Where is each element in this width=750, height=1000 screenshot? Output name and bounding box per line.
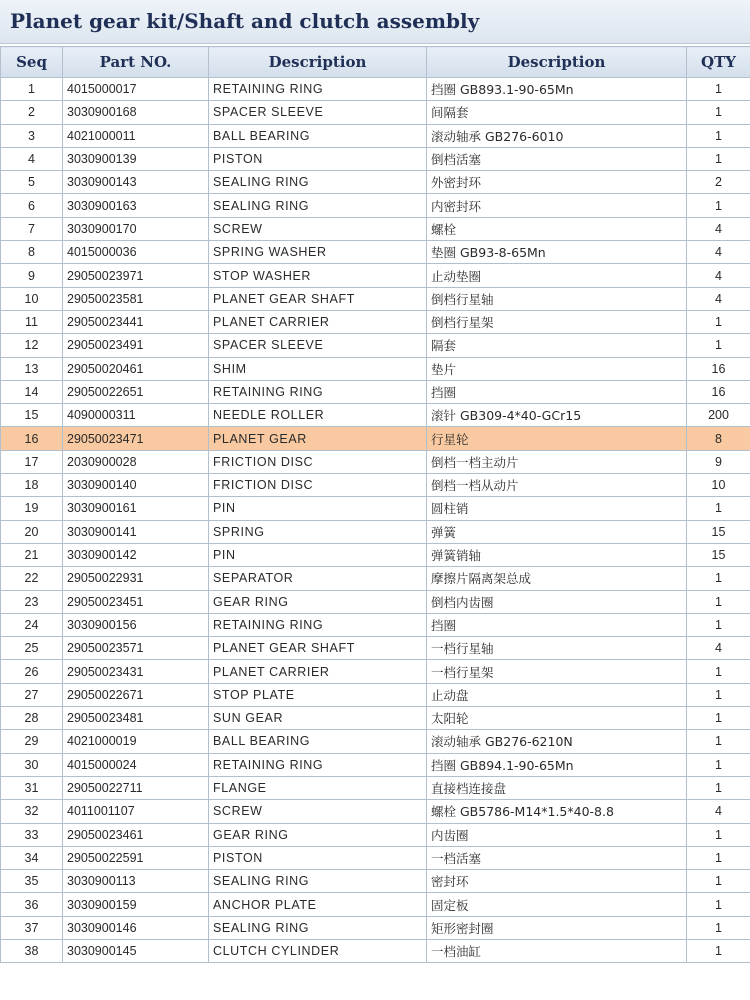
cell-description-cn: 直接档连接盘 bbox=[427, 776, 687, 799]
cell-description-en: CLUTCH CYLINDER bbox=[209, 939, 427, 962]
cell-description-cn: 垫片 bbox=[427, 357, 687, 380]
table-row bbox=[1, 147, 750, 170]
cell-description-en: BALL BEARING bbox=[209, 730, 427, 753]
cell-description-en: RETAINING RING bbox=[209, 380, 427, 403]
cell-description-cn: 一档行星轴 bbox=[427, 637, 687, 660]
cell-part-no: 3030900141 bbox=[63, 520, 209, 543]
cell-part-no: 3030900145 bbox=[63, 939, 209, 962]
table-row bbox=[1, 380, 750, 403]
cell-seq: 4 bbox=[1, 147, 63, 170]
cell-seq: 26 bbox=[1, 660, 63, 683]
table-row bbox=[1, 287, 750, 310]
cell-description-cn: 倒档行星轴 bbox=[427, 287, 687, 310]
cell-part-no: 3030900146 bbox=[63, 916, 209, 939]
cell-description-en: PISTON bbox=[209, 147, 427, 170]
cell-part-no: 29050023481 bbox=[63, 707, 209, 730]
table-row bbox=[1, 171, 750, 194]
cell-description-cn: 倒档一档从动片 bbox=[427, 474, 687, 497]
table-row bbox=[1, 800, 750, 823]
cell-seq: 1 bbox=[1, 78, 63, 101]
cell-description-cn: 倒档活塞 bbox=[427, 147, 687, 170]
cell-qty: 1 bbox=[687, 730, 750, 753]
cell-part-no: 29050023451 bbox=[63, 590, 209, 613]
cell-qty: 15 bbox=[687, 543, 750, 566]
cell-part-no: 4015000036 bbox=[63, 241, 209, 264]
cell-description-en: FRICTION DISC bbox=[209, 474, 427, 497]
cell-description-en: PLANET GEAR SHAFT bbox=[209, 637, 427, 660]
cell-description-en: SCREW bbox=[209, 217, 427, 240]
cell-seq: 15 bbox=[1, 404, 63, 427]
cell-seq: 10 bbox=[1, 287, 63, 310]
cell-part-no: 3030900159 bbox=[63, 893, 209, 916]
table-row bbox=[1, 613, 750, 636]
cell-description-cn: 隔套 bbox=[427, 334, 687, 357]
table-row bbox=[1, 893, 750, 916]
cell-part-no: 3030900143 bbox=[63, 171, 209, 194]
cell-qty: 1 bbox=[687, 567, 750, 590]
table-row bbox=[1, 264, 750, 287]
cell-qty: 1 bbox=[687, 78, 750, 101]
cell-description-en: ANCHOR PLATE bbox=[209, 893, 427, 916]
cell-part-no: 3030900140 bbox=[63, 474, 209, 497]
cell-description-cn: 行星轮 bbox=[427, 427, 687, 450]
table-row bbox=[1, 939, 750, 962]
cell-description-en: SCREW bbox=[209, 800, 427, 823]
cell-qty: 1 bbox=[687, 776, 750, 799]
cell-description-en: PLANET CARRIER bbox=[209, 310, 427, 333]
cell-seq: 2 bbox=[1, 101, 63, 124]
cell-qty: 1 bbox=[687, 823, 750, 846]
cell-seq: 12 bbox=[1, 334, 63, 357]
cell-description-cn: 内密封环 bbox=[427, 194, 687, 217]
cell-description-cn: 挡圈 bbox=[427, 613, 687, 636]
table-row bbox=[1, 753, 750, 776]
header-qty: QTY bbox=[687, 47, 750, 78]
cell-qty: 1 bbox=[687, 660, 750, 683]
cell-description-cn: 间隔套 bbox=[427, 101, 687, 124]
cell-description-cn: 弹簧销轴 bbox=[427, 543, 687, 566]
cell-part-no: 29050022711 bbox=[63, 776, 209, 799]
cell-part-no: 29050023581 bbox=[63, 287, 209, 310]
cell-description-cn: 螺栓 GB5786-M14*1.5*40-8.8 bbox=[427, 800, 687, 823]
cell-description-en: SEALING RING bbox=[209, 171, 427, 194]
cell-seq: 21 bbox=[1, 543, 63, 566]
cell-seq: 25 bbox=[1, 637, 63, 660]
cell-seq: 5 bbox=[1, 171, 63, 194]
title-bar bbox=[0, 0, 750, 44]
header-description-en: Description bbox=[209, 47, 427, 78]
cell-part-no: 29050022671 bbox=[63, 683, 209, 706]
header-part-no: Part NO. bbox=[63, 47, 209, 78]
cell-description-cn: 外密封环 bbox=[427, 171, 687, 194]
cell-description-en: RETAINING RING bbox=[209, 753, 427, 776]
cell-description-cn: 滚动轴承 GB276-6010 bbox=[427, 124, 687, 147]
cell-description-en: SEALING RING bbox=[209, 870, 427, 893]
cell-part-no: 3030900139 bbox=[63, 147, 209, 170]
cell-seq: 32 bbox=[1, 800, 63, 823]
cell-qty: 4 bbox=[687, 241, 750, 264]
cell-description-cn: 垫圈 GB93-8-65Mn bbox=[427, 241, 687, 264]
cell-part-no: 3030900113 bbox=[63, 870, 209, 893]
cell-description-cn: 倒档一档主动片 bbox=[427, 450, 687, 473]
cell-part-no: 4011001107 bbox=[63, 800, 209, 823]
cell-qty: 1 bbox=[687, 707, 750, 730]
cell-seq: 36 bbox=[1, 893, 63, 916]
cell-qty: 1 bbox=[687, 846, 750, 869]
cell-seq: 31 bbox=[1, 776, 63, 799]
cell-part-no: 29050022591 bbox=[63, 846, 209, 869]
cell-part-no: 29050023461 bbox=[63, 823, 209, 846]
cell-part-no: 29050023971 bbox=[63, 264, 209, 287]
cell-part-no: 3030900156 bbox=[63, 613, 209, 636]
cell-part-no: 4090000311 bbox=[63, 404, 209, 427]
table-row bbox=[1, 450, 750, 473]
cell-qty: 4 bbox=[687, 637, 750, 660]
cell-seq: 16 bbox=[1, 427, 63, 450]
cell-description-cn: 挡圈 GB894.1-90-65Mn bbox=[427, 753, 687, 776]
table-row bbox=[1, 776, 750, 799]
table-row bbox=[1, 567, 750, 590]
cell-description-cn: 摩擦片隔离架总成 bbox=[427, 567, 687, 590]
cell-seq: 28 bbox=[1, 707, 63, 730]
table-row bbox=[1, 497, 750, 520]
cell-part-no: 3030900142 bbox=[63, 543, 209, 566]
table-row bbox=[1, 660, 750, 683]
table-row bbox=[1, 194, 750, 217]
cell-description-cn: 矩形密封圈 bbox=[427, 916, 687, 939]
cell-part-no: 29050023441 bbox=[63, 310, 209, 333]
cell-qty: 1 bbox=[687, 334, 750, 357]
cell-description-cn: 太阳轮 bbox=[427, 707, 687, 730]
cell-part-no: 3030900170 bbox=[63, 217, 209, 240]
table-header-row bbox=[1, 47, 750, 78]
cell-part-no: 4015000024 bbox=[63, 753, 209, 776]
cell-description-en: SHIM bbox=[209, 357, 427, 380]
cell-description-cn: 固定板 bbox=[427, 893, 687, 916]
cell-description-en: SPACER SLEEVE bbox=[209, 101, 427, 124]
cell-description-en: STOP WASHER bbox=[209, 264, 427, 287]
cell-seq: 8 bbox=[1, 241, 63, 264]
cell-qty: 1 bbox=[687, 497, 750, 520]
table-row bbox=[1, 217, 750, 240]
cell-seq: 38 bbox=[1, 939, 63, 962]
cell-description-en: PIN bbox=[209, 497, 427, 520]
cell-qty: 9 bbox=[687, 450, 750, 473]
cell-qty: 16 bbox=[687, 380, 750, 403]
cell-description-en: PLANET GEAR bbox=[209, 427, 427, 450]
page-title: Planet gear kit/Shaft and clutch assembly bbox=[10, 9, 480, 33]
cell-seq: 14 bbox=[1, 380, 63, 403]
cell-description-en: PIN bbox=[209, 543, 427, 566]
cell-part-no: 29050023431 bbox=[63, 660, 209, 683]
cell-description-en: BALL BEARING bbox=[209, 124, 427, 147]
table-row bbox=[1, 357, 750, 380]
cell-description-en: GEAR RING bbox=[209, 823, 427, 846]
table-row bbox=[1, 590, 750, 613]
parts-table-body bbox=[1, 78, 750, 963]
table-row bbox=[1, 334, 750, 357]
cell-qty: 2 bbox=[687, 171, 750, 194]
table-row bbox=[1, 520, 750, 543]
table-row bbox=[1, 78, 750, 101]
cell-qty: 1 bbox=[687, 194, 750, 217]
cell-qty: 1 bbox=[687, 683, 750, 706]
table-row bbox=[1, 124, 750, 147]
cell-qty: 4 bbox=[687, 287, 750, 310]
cell-qty: 4 bbox=[687, 217, 750, 240]
cell-description-cn: 一档油缸 bbox=[427, 939, 687, 962]
cell-seq: 23 bbox=[1, 590, 63, 613]
cell-description-cn: 止动盘 bbox=[427, 683, 687, 706]
header-seq: Seq bbox=[1, 47, 63, 78]
cell-qty: 1 bbox=[687, 916, 750, 939]
table-row bbox=[1, 310, 750, 333]
table-row bbox=[1, 823, 750, 846]
cell-seq: 3 bbox=[1, 124, 63, 147]
cell-description-cn: 挡圈 GB893.1-90-65Mn bbox=[427, 78, 687, 101]
cell-seq: 11 bbox=[1, 310, 63, 333]
cell-part-no: 3030900168 bbox=[63, 101, 209, 124]
cell-part-no: 4021000011 bbox=[63, 124, 209, 147]
cell-seq: 22 bbox=[1, 567, 63, 590]
cell-description-en: SEPARATOR bbox=[209, 567, 427, 590]
table-row bbox=[1, 101, 750, 124]
cell-qty: 1 bbox=[687, 870, 750, 893]
cell-qty: 1 bbox=[687, 753, 750, 776]
cell-part-no: 2030900028 bbox=[63, 450, 209, 473]
cell-part-no: 29050023571 bbox=[63, 637, 209, 660]
cell-description-cn: 挡圈 bbox=[427, 380, 687, 403]
cell-part-no: 29050023471 bbox=[63, 427, 209, 450]
cell-description-en: RETAINING RING bbox=[209, 78, 427, 101]
cell-description-en: NEEDLE ROLLER bbox=[209, 404, 427, 427]
cell-description-en: SPRING WASHER bbox=[209, 241, 427, 264]
cell-part-no: 29050022931 bbox=[63, 567, 209, 590]
cell-description-en: FLANGE bbox=[209, 776, 427, 799]
cell-seq: 27 bbox=[1, 683, 63, 706]
cell-description-en: PISTON bbox=[209, 846, 427, 869]
cell-seq: 20 bbox=[1, 520, 63, 543]
cell-seq: 34 bbox=[1, 846, 63, 869]
table-row bbox=[1, 683, 750, 706]
cell-qty: 1 bbox=[687, 101, 750, 124]
cell-qty: 1 bbox=[687, 310, 750, 333]
cell-part-no: 4021000019 bbox=[63, 730, 209, 753]
cell-qty: 1 bbox=[687, 147, 750, 170]
cell-description-en: PLANET CARRIER bbox=[209, 660, 427, 683]
cell-seq: 24 bbox=[1, 613, 63, 636]
cell-seq: 33 bbox=[1, 823, 63, 846]
cell-qty: 1 bbox=[687, 939, 750, 962]
cell-qty: 16 bbox=[687, 357, 750, 380]
cell-qty: 1 bbox=[687, 124, 750, 147]
cell-description-cn: 一档活塞 bbox=[427, 846, 687, 869]
cell-seq: 7 bbox=[1, 217, 63, 240]
cell-qty: 4 bbox=[687, 264, 750, 287]
cell-part-no: 29050023491 bbox=[63, 334, 209, 357]
cell-qty: 15 bbox=[687, 520, 750, 543]
table-row bbox=[1, 846, 750, 869]
parts-table bbox=[0, 46, 750, 963]
cell-description-en: FRICTION DISC bbox=[209, 450, 427, 473]
cell-seq: 37 bbox=[1, 916, 63, 939]
cell-description-cn: 一档行星架 bbox=[427, 660, 687, 683]
cell-description-cn: 密封环 bbox=[427, 870, 687, 893]
cell-description-en: SPRING bbox=[209, 520, 427, 543]
cell-seq: 29 bbox=[1, 730, 63, 753]
cell-description-cn: 倒档内齿圈 bbox=[427, 590, 687, 613]
cell-description-en: RETAINING RING bbox=[209, 613, 427, 636]
cell-part-no: 29050022651 bbox=[63, 380, 209, 403]
cell-qty: 200 bbox=[687, 404, 750, 427]
table-row bbox=[1, 707, 750, 730]
table-row bbox=[1, 730, 750, 753]
cell-description-en: SEALING RING bbox=[209, 916, 427, 939]
cell-description-cn: 圆柱销 bbox=[427, 497, 687, 520]
cell-seq: 35 bbox=[1, 870, 63, 893]
cell-part-no: 4015000017 bbox=[63, 78, 209, 101]
cell-description-en: SPACER SLEEVE bbox=[209, 334, 427, 357]
cell-description-cn: 倒档行星架 bbox=[427, 310, 687, 333]
table-row-highlighted bbox=[1, 427, 750, 450]
cell-seq: 18 bbox=[1, 474, 63, 497]
cell-description-en: PLANET GEAR SHAFT bbox=[209, 287, 427, 310]
cell-description-cn: 弹簧 bbox=[427, 520, 687, 543]
cell-seq: 17 bbox=[1, 450, 63, 473]
header-description-cn: Description bbox=[427, 47, 687, 78]
cell-description-cn: 内齿圈 bbox=[427, 823, 687, 846]
cell-description-en: STOP PLATE bbox=[209, 683, 427, 706]
cell-description-en: GEAR RING bbox=[209, 590, 427, 613]
table-row bbox=[1, 637, 750, 660]
cell-seq: 30 bbox=[1, 753, 63, 776]
cell-qty: 1 bbox=[687, 613, 750, 636]
table-row bbox=[1, 916, 750, 939]
table-row bbox=[1, 543, 750, 566]
cell-qty: 1 bbox=[687, 893, 750, 916]
cell-seq: 9 bbox=[1, 264, 63, 287]
table-row bbox=[1, 241, 750, 264]
cell-part-no: 29050020461 bbox=[63, 357, 209, 380]
table-row bbox=[1, 404, 750, 427]
table-row bbox=[1, 474, 750, 497]
cell-qty: 1 bbox=[687, 590, 750, 613]
table-row bbox=[1, 870, 750, 893]
cell-part-no: 3030900161 bbox=[63, 497, 209, 520]
cell-part-no: 3030900163 bbox=[63, 194, 209, 217]
cell-description-cn: 滚针 GB309-4*40-GCr15 bbox=[427, 404, 687, 427]
cell-seq: 13 bbox=[1, 357, 63, 380]
cell-description-cn: 螺栓 bbox=[427, 217, 687, 240]
cell-qty: 8 bbox=[687, 427, 750, 450]
cell-seq: 19 bbox=[1, 497, 63, 520]
cell-qty: 10 bbox=[687, 474, 750, 497]
cell-qty: 4 bbox=[687, 800, 750, 823]
cell-description-en: SEALING RING bbox=[209, 194, 427, 217]
cell-description-cn: 滚动轴承 GB276-6210N bbox=[427, 730, 687, 753]
cell-description-cn: 止动垫圈 bbox=[427, 264, 687, 287]
cell-description-en: SUN GEAR bbox=[209, 707, 427, 730]
cell-seq: 6 bbox=[1, 194, 63, 217]
